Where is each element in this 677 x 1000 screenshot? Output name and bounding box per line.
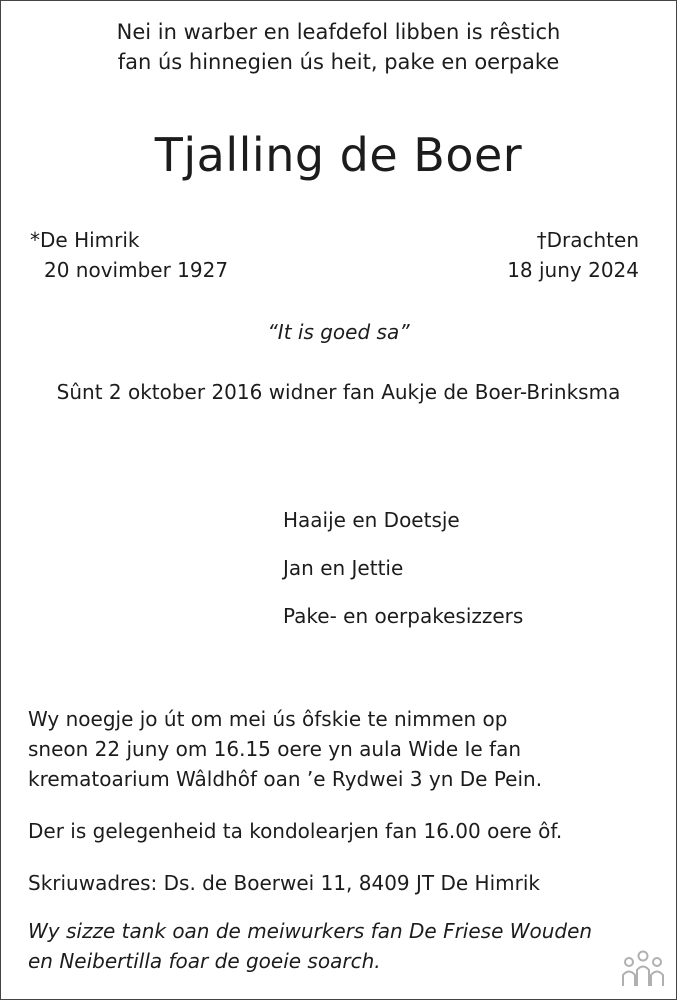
condolence-line: Der is gelegenheid ta kondolearjen fan 16.00 oere ôf.: [28, 819, 563, 843]
thanks-line-1: Wy sizze tank oan de meiwurkers fan De Friese Wouden: [28, 919, 593, 943]
birth-date: 20 novimber 1927: [44, 258, 229, 282]
family-line-1: Haaije en Doetsje: [283, 508, 460, 532]
invitation-line-1: Wy noegje jo út om mei ús ôfskie te nimmen op: [28, 707, 508, 731]
death-date: 18 juny 2024: [507, 258, 639, 282]
widowed-line: Sûnt 2 oktober 2016 widner fan Aukje de Boer-Brinksma: [56, 380, 621, 404]
death-place: †Drachten: [536, 228, 639, 252]
invitation-line-3: krematoarium Wâldhôf oan ’e Rydwei 3 yn De Pein.: [28, 767, 543, 791]
invitation-line-2: sneon 22 juny om 16.15 oere yn aula Wide Ie fan: [28, 737, 522, 761]
address-line: Skriuwadres: Ds. de Boerwei 11, 8409 JT De Himrik: [28, 871, 540, 895]
family-line-3: Pake- en oerpakesizzers: [283, 604, 524, 628]
family-line-2: Jan en Jettie: [283, 556, 404, 580]
thanks-line-2: en Neibertilla foar de goeie soarch.: [28, 949, 381, 973]
deceased-name: Tjalling de Boer: [154, 128, 523, 182]
people-group-icon: [618, 948, 668, 988]
intro-line-1: Nei in warber en leafdefol libben is rêstich: [116, 20, 561, 44]
motto: “It is goed sa”: [267, 320, 410, 344]
birth-place: *De Himrik: [30, 228, 140, 252]
intro-line-2: fan ús hinnegien ús heit, pake en oerpake: [117, 50, 560, 74]
